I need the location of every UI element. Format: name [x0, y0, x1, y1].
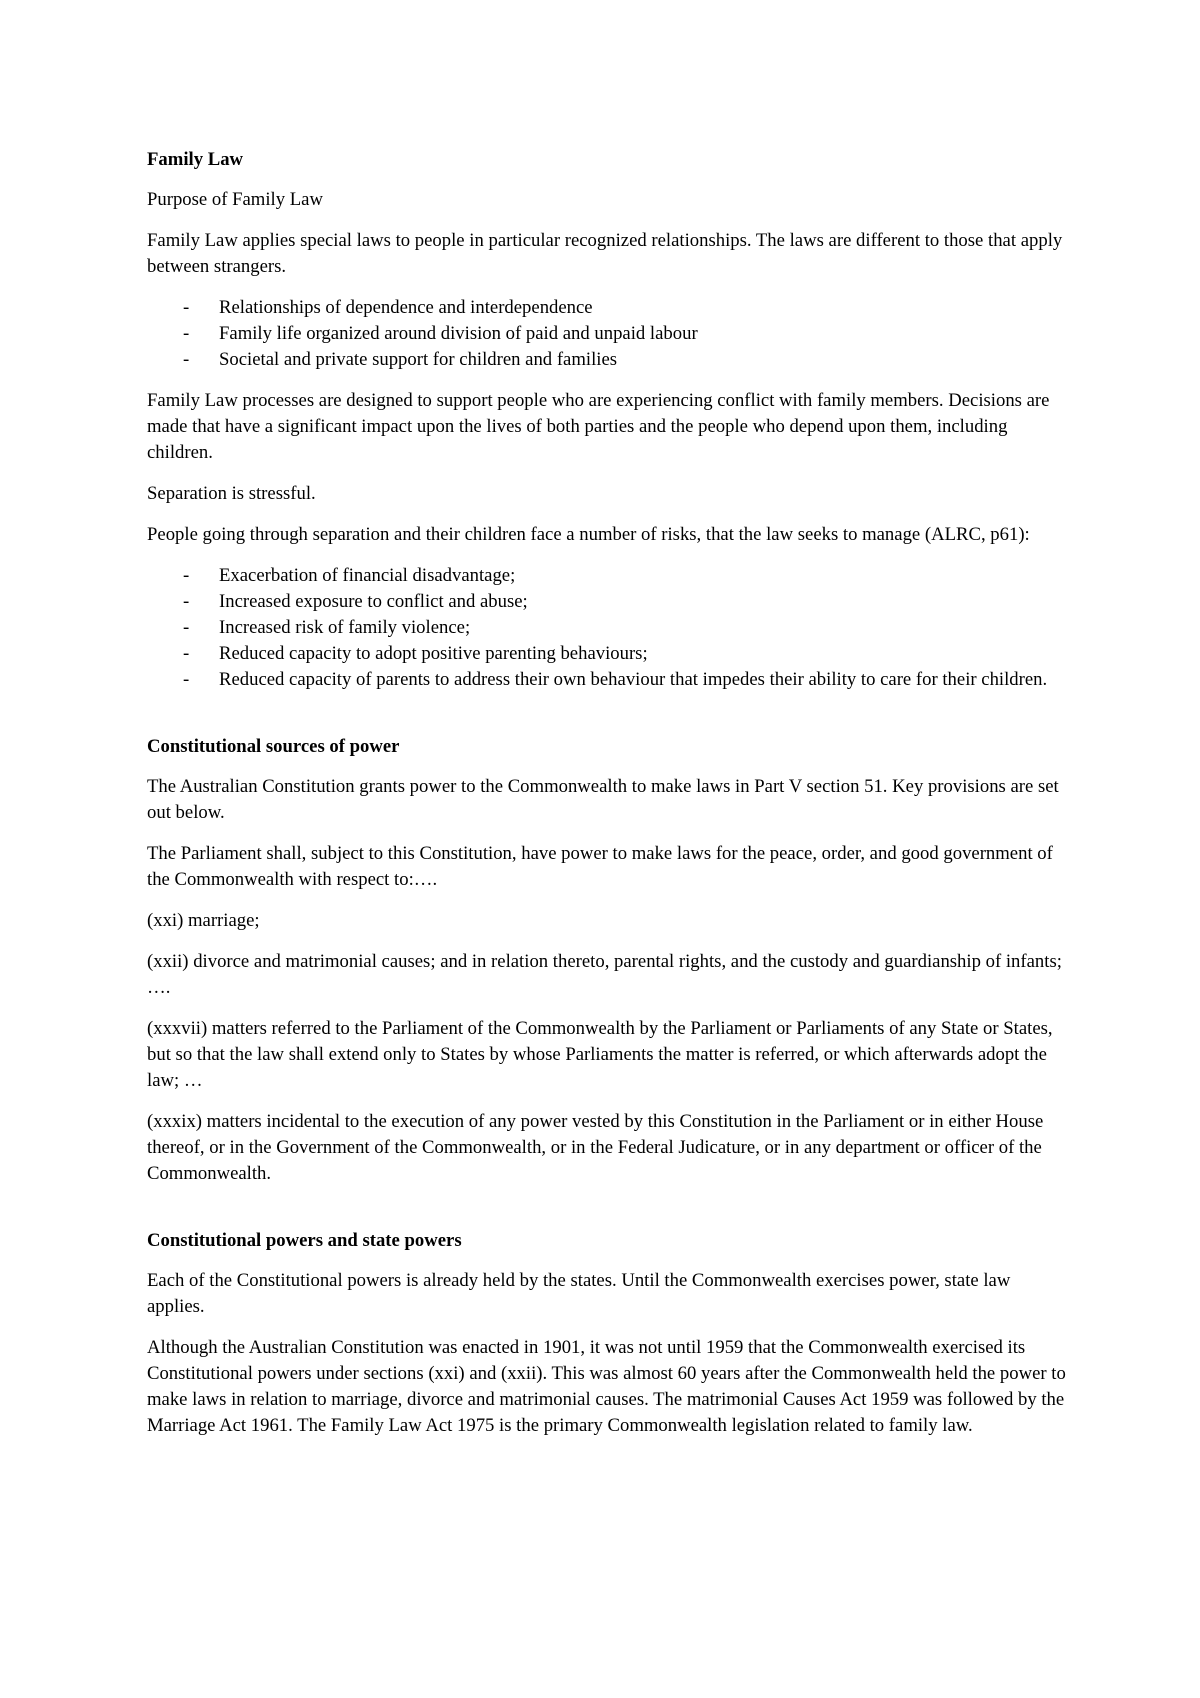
paragraph-history: Although the Australian Constitution was enacted in 1901, it was not until 1959 that the Commonwealth exercised its Constitutional powers under sections (xxi) and (xxii). This was almost 60 years after the Commonwealth held the power to make laws in relation to marriage, divorce and matrimonial causes. The matrimonial Causes Act 1959 was followed by the Marriage Act 1961. The Family Law Act 1975 is the primary Commonwealth legislation related to family law.: [147, 1337, 1066, 1436]
list-item: [147, 295, 1067, 321]
spacer: [147, 1202, 1067, 1228]
risks-list: [147, 563, 1067, 693]
paragraph-xxii: (xxii) divorce and matrimonial causes; and in relation thereto, parental rights, and the custody and guardianship of infants; ….: [147, 951, 1062, 998]
list-item: [147, 667, 1067, 693]
list-item-text: Exacerbation of financial disadvantage;: [219, 565, 516, 586]
dash-bullet: -: [183, 323, 190, 344]
dash-bullet: -: [183, 669, 190, 690]
list-item-text: Societal and private support for children and families: [219, 349, 618, 370]
list-item-text: Increased risk of family violence;: [219, 617, 471, 638]
dash-bullet: -: [183, 617, 190, 638]
list-item-text: Reduced capacity to adopt positive parenting behaviours;: [219, 643, 648, 664]
heading-state-powers: Constitutional powers and state powers: [147, 1230, 462, 1251]
paragraph-xxxvii: (xxxvii) matters referred to the Parliament of the Commonwealth by the Parliament or Parliaments of any State or States, but so that the law shall extend only to States by whose Parliaments the matter is referred, or which afterwards adopt the law; …: [147, 1018, 1053, 1091]
paragraph-risks: People going through separation and their children face a number of risks, that the law seeks to manage (ALRC, p61):: [147, 524, 1030, 545]
paragraph-processes: Family Law processes are designed to support people who are experiencing conflict with family members. Decisions are made that have a significant impact upon the lives of both parties and the people who depend upon them, including children.: [147, 390, 1050, 463]
list-item: [147, 589, 1067, 615]
list-item: [147, 615, 1067, 641]
dash-bullet: -: [183, 591, 190, 612]
paragraph-special-laws: Family Law applies special laws to people in particular recognized relationships. The laws are different to those that apply between strangers.: [147, 230, 1063, 277]
list-item: [147, 563, 1067, 589]
title-family-law: Family Law: [147, 149, 244, 170]
paragraph-already-held: Each of the Constitutional powers is already held by the states. Until the Commonwealth exercises power, state law applies.: [147, 1270, 1011, 1317]
document-page: [147, 147, 1067, 1454]
dash-bullet: -: [183, 643, 190, 664]
paragraph-parliament-shall: The Parliament shall, subject to this Constitution, have power to make laws for the peace, order, and good government of the Commonwealth with respect to:….: [147, 843, 1053, 890]
paragraph-part-v: The Australian Constitution grants power to the Commonwealth to make laws in Part V section 51. Key provisions are set out below.: [147, 776, 1059, 823]
relationships-list: [147, 295, 1067, 373]
heading-constitutional-sources: Constitutional sources of power: [147, 736, 400, 757]
list-item: [147, 347, 1067, 373]
list-item: [147, 321, 1067, 347]
list-item: [147, 641, 1067, 667]
dash-bullet: -: [183, 349, 190, 370]
list-item-text: Family life organized around division of paid and unpaid labour: [219, 323, 698, 344]
list-item-text: Reduced capacity of parents to address their own behaviour that impedes their ability to care for their children.: [219, 669, 1048, 690]
paragraph-xxxix: (xxxix) matters incidental to the execution of any power vested by this Constitution in the Parliament or in either House thereof, or in the Government of the Commonwealth, or in the Federal Judicature, or in any department or officer of the Commonwealth.: [147, 1111, 1044, 1184]
paragraph-stressful: Separation is stressful.: [147, 483, 316, 504]
dash-bullet: -: [183, 565, 190, 586]
list-item-text: Increased exposure to conflict and abuse;: [219, 591, 528, 612]
subheading-purpose: Purpose of Family Law: [147, 189, 323, 210]
dash-bullet: -: [183, 297, 190, 318]
list-item-text: Relationships of dependence and interdependence: [219, 297, 593, 318]
spacer: [147, 708, 1067, 734]
paragraph-xxi: (xxi) marriage;: [147, 910, 260, 931]
